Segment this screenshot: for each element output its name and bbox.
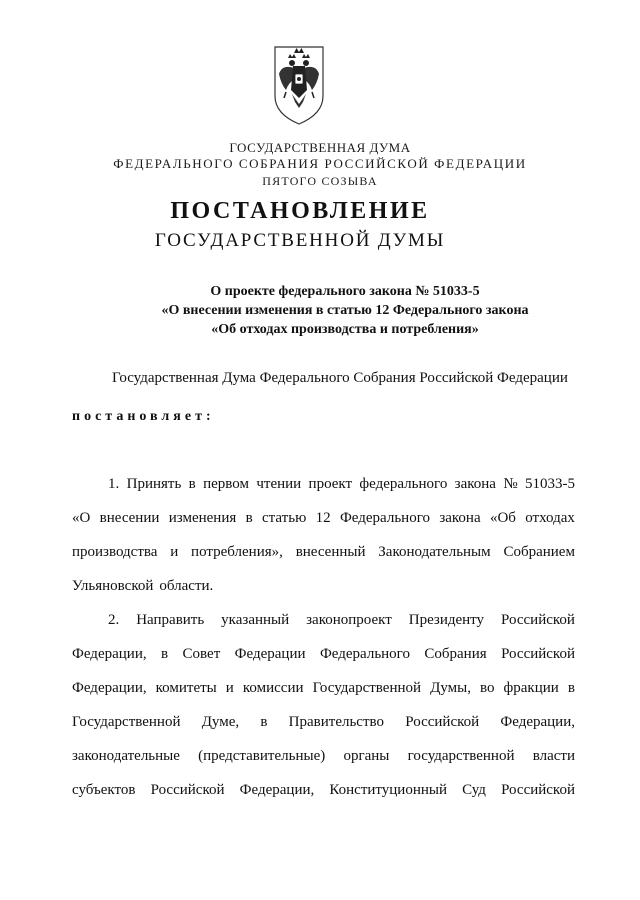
word: законодательные [72, 748, 180, 764]
word: Направить [136, 612, 205, 628]
word: Федерации, [72, 646, 147, 662]
word: Законодательным [378, 544, 491, 560]
word: Российской [150, 782, 225, 798]
word: первом [203, 476, 249, 492]
word: законопроект [306, 612, 392, 628]
word: чтении [256, 476, 302, 492]
word: органы [343, 748, 390, 764]
word: изменения [168, 510, 237, 526]
subject-line: «Об отходах производства и потребления» [211, 322, 479, 337]
word: и [225, 680, 234, 696]
word: Федерации [234, 646, 306, 662]
paragraph-line [72, 676, 575, 710]
word: Суд [462, 782, 486, 798]
paragraph-line [72, 710, 575, 744]
paragraph-2 [72, 608, 575, 812]
word: отходах [525, 510, 575, 526]
word: Российской [501, 646, 575, 662]
word: Федерального [339, 510, 430, 526]
word: власти [532, 748, 575, 764]
word: 2. [108, 612, 120, 628]
subject-line: О проекте федерального закона № 51033-5 [210, 284, 480, 299]
word: комиссии [242, 680, 304, 696]
header-line-1: ГОСУДАРСТВЕННАЯ ДУМА [229, 140, 411, 155]
paragraph-line [72, 574, 575, 608]
word: «Об [489, 510, 516, 526]
document-issuer: ГОСУДАРСТВЕННОЙ ДУМЫ [154, 230, 446, 251]
word: 12 [315, 510, 331, 526]
paragraph-line [72, 540, 575, 574]
word: Конституционный [329, 782, 447, 798]
decree-word: постановляет: [72, 409, 215, 424]
word: закона [439, 510, 481, 526]
word: закона [454, 476, 496, 492]
header-line-2: ФЕДЕРАЛЬНОГО СОБРАНИЯ РОССИЙСКОЙ ФЕДЕРАЦИИ [113, 156, 527, 171]
word: в [245, 510, 253, 526]
word: во [480, 680, 495, 696]
word: субъектов [72, 782, 136, 798]
intro-text: Государственная Дума Федерального Собрания Российской Федерации [112, 370, 568, 386]
paragraph-line [72, 472, 575, 506]
word: Собранием [503, 544, 575, 560]
word: Федерации, [239, 782, 315, 798]
word: фракции [503, 680, 559, 696]
word: Федерации, [500, 714, 575, 730]
word: в [260, 714, 268, 730]
word: 1. [108, 476, 120, 492]
document-type-title: ПОСТАНОВЛЕНИЕ [170, 198, 430, 224]
paragraph-line [72, 506, 575, 540]
word: Думы, [430, 680, 471, 696]
paragraph-line [72, 744, 575, 778]
word: области. [159, 578, 214, 594]
word: производства [72, 544, 158, 560]
word: комитеты [155, 680, 217, 696]
word: «О [72, 510, 91, 526]
word: проект [308, 476, 353, 492]
word: Ульяновской [72, 578, 154, 594]
word: Федерации, [72, 680, 147, 696]
word: Российской [501, 612, 575, 628]
word: Президенту [408, 612, 485, 628]
word: Собрания [424, 646, 487, 662]
word: внесенный [295, 544, 366, 560]
word: (представительные) [198, 748, 326, 764]
word: 51033-5 [525, 476, 575, 492]
word: в [188, 476, 196, 492]
word: внесении [99, 510, 160, 526]
word: Федерального [319, 646, 410, 662]
word: Принять [126, 476, 182, 492]
word: и [170, 544, 179, 560]
header-line-3: ПЯТОГО СОЗЫВА [262, 174, 378, 188]
word: указанный [221, 612, 290, 628]
word: Правительство [288, 714, 385, 730]
paragraph-line [72, 642, 575, 676]
word: Совет [182, 646, 221, 662]
word: в [161, 646, 169, 662]
word: потребления», [191, 544, 283, 560]
paragraph-1 [72, 472, 575, 608]
paragraph-line [72, 608, 575, 642]
word: Думе, [201, 714, 240, 730]
word: статью [262, 510, 307, 526]
word: № [503, 476, 518, 492]
word: Российской [501, 782, 575, 798]
word: Российской [405, 714, 480, 730]
subject-line: «О внесении изменения в статью 12 Федерального закона [161, 303, 529, 318]
paragraph-line [72, 778, 575, 812]
coat-of-arms-emblem [272, 44, 326, 126]
word: Государственной [72, 714, 181, 730]
word: Государственной [312, 680, 422, 696]
word: в [567, 680, 575, 696]
word: государственной [407, 748, 515, 764]
word: федерального [359, 476, 448, 492]
document-subject [0, 282, 640, 339]
